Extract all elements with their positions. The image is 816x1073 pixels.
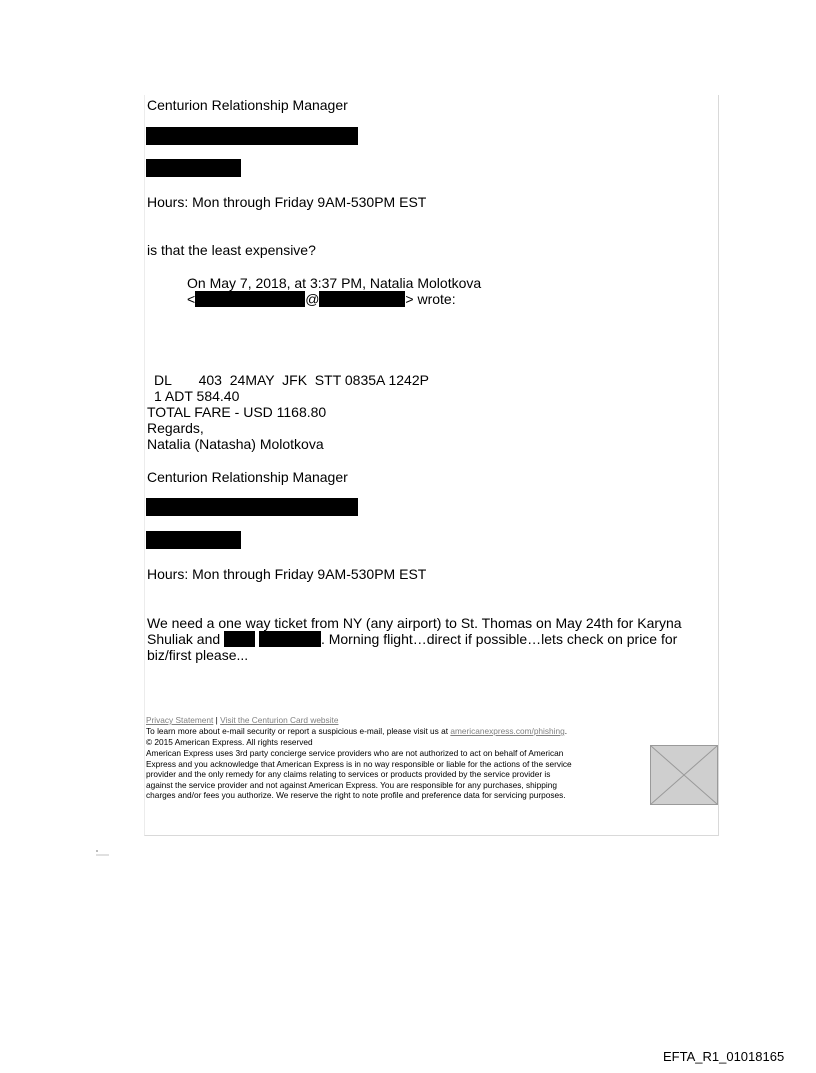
request-line2-start: Shuliak and <box>147 631 221 647</box>
redacted-name-last <box>259 631 321 647</box>
disclaimer-line: American Express uses 3rd party concierge service providers who are not authorized to act on behalf of American <box>146 748 564 758</box>
signature-hours-bottom: Hours: Mon through Friday 9AM-530PM EST <box>147 566 427 582</box>
itinerary-total-fare: TOTAL FARE - USD 1168.80 <box>147 404 327 420</box>
email-open-bracket: < <box>187 291 196 307</box>
quoted-header-line1 <box>187 275 481 291</box>
broken-image-placeholder <box>650 745 718 805</box>
email-close-wrote: > wrote: <box>405 291 456 307</box>
itinerary-flight-line: DL 403 24MAY JFK STT 0835A 1242P <box>154 372 429 388</box>
quoted-header-date-author: On May 7, 2018, at 3:37 PM, Natalia Molotkova <box>187 275 482 291</box>
quoted-header-line2 <box>187 291 456 307</box>
redacted-name-first <box>224 631 255 647</box>
signature-title-top: Centurion Relationship Manager <box>147 97 348 113</box>
security-note-text: To learn more about e-mail security or report a suspicious e-mail, please visit us at <box>146 726 451 736</box>
request-line2 <box>147 631 677 647</box>
redaction-block <box>146 498 358 516</box>
request-line2-end: . Morning flight…direct if possible…lets check on price for <box>320 631 678 647</box>
regards-text: Regards, <box>147 420 204 436</box>
broken-image-icon <box>651 746 717 804</box>
phishing-link[interactable]: americanexpress.com/phishing <box>450 726 565 736</box>
reply-text: is that the least expensive? <box>147 242 316 258</box>
footer-link-separator: | <box>213 715 221 725</box>
email-at-sign: @ <box>305 291 320 307</box>
signature-title-bottom: Centurion Relationship Manager <box>147 469 348 485</box>
scan-artifact-mark <box>96 850 110 856</box>
disclaimer-line: provider and the only remedy for any claims relating to services or products provided by the service provider is <box>146 769 551 780</box>
footer-security-note <box>146 726 567 737</box>
redaction-block <box>146 159 241 177</box>
signature-hours-top: Hours: Mon through Friday 9AM-530PM EST <box>147 194 427 210</box>
security-note-end: . <box>564 726 568 736</box>
redaction-block <box>146 531 241 549</box>
request-line3: biz/first please... <box>147 647 249 663</box>
itinerary-adt-line: 1 ADT 584.40 <box>154 388 240 404</box>
privacy-statement-link[interactable]: Privacy Statement <box>146 715 214 725</box>
disclaimer-line: charges and/or fees you authorize. We reserve the right to note profile and preference data for servicing purposes. <box>146 790 566 801</box>
document-id: EFTA_R1_01018165 <box>663 1049 785 1064</box>
sender-name: Natalia (Natasha) Molotkova <box>147 436 324 452</box>
disclaimer-line: Express and you acknowledge that American Express is in no way responsible or liable for the actions of the service <box>146 758 572 769</box>
footer-links <box>146 715 338 726</box>
redacted-email-user <box>195 291 305 307</box>
footer-copyright: © 2015 American Express. All rights reserved <box>146 737 313 747</box>
redaction-block <box>146 127 358 145</box>
scan-artifact <box>96 850 110 857</box>
centurion-website-link[interactable]: Visit the Centurion Card website <box>220 715 339 725</box>
request-line1: We need a one way ticket from NY (any airport) to St. Thomas on May 24th for Karyna <box>147 615 682 631</box>
redacted-email-domain <box>319 291 405 307</box>
disclaimer-line: against the service provider and not against American Express. You are responsible for any purchases, shipping <box>146 779 557 790</box>
